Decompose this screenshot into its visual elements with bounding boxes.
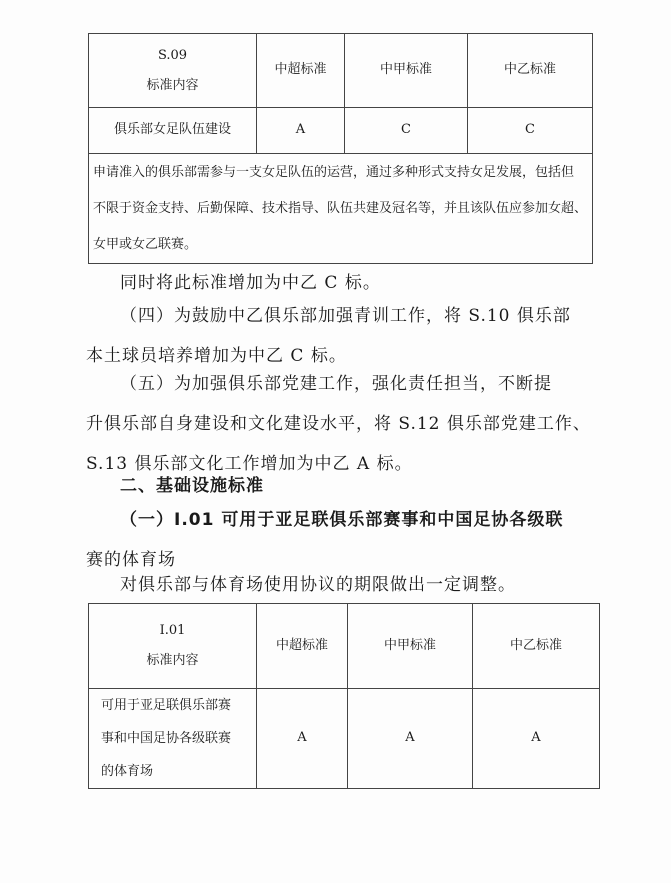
value-super-league: A — [257, 108, 345, 154]
value-league-two: A — [473, 689, 600, 789]
row-label-line: 可用于亚足联俱乐部赛 — [101, 698, 232, 713]
paragraph: 同时将此标准增加为中乙 C 标。 — [120, 273, 381, 293]
table-row — [89, 689, 600, 789]
header-cell-code — [89, 34, 257, 108]
paragraph-line: （五）为加强俱乐部党建工作，强化责任担当，不断提 — [120, 374, 552, 394]
value-league-one: A — [348, 689, 473, 789]
note-line: 不限于资金支持、后勤保障、技术指导、队伍共建及冠名等，并且该队伍应参加女超、 — [93, 200, 588, 216]
table-row — [89, 108, 593, 154]
value-league-two: C — [468, 108, 593, 154]
row-label: 俱乐部女足队伍建设 — [89, 108, 257, 154]
table-header-row — [89, 34, 593, 108]
header-super-league: 中超标准 — [257, 604, 348, 689]
row-label-line: 的体育场 — [101, 764, 154, 779]
standards-table-i01 — [88, 603, 600, 789]
content-label: 标准内容 — [146, 77, 199, 93]
standards-table-s09 — [88, 33, 593, 264]
header-league-one: 中甲标准 — [348, 604, 473, 689]
table-header-row — [89, 604, 600, 689]
paragraph-line: 升俱乐部自身建设和文化建设水平，将 S.12 俱乐部党建工作、 — [86, 414, 591, 434]
row-label-line: 事和中国足协各级联赛 — [101, 731, 232, 746]
table-note — [89, 154, 593, 264]
section-heading: 二、基础设施标准 — [120, 476, 264, 496]
standard-code: S.09 — [157, 47, 188, 63]
content-label: 标准内容 — [146, 653, 199, 668]
paragraph-line: 本土球员培养增加为中乙 C 标。 — [86, 346, 347, 366]
row-label — [89, 689, 257, 789]
value-super-league: A — [257, 689, 348, 789]
header-league-one: 中甲标准 — [345, 34, 468, 108]
header-cell-code — [89, 604, 257, 689]
header-super-league: 中超标准 — [257, 34, 345, 108]
header-league-two: 中乙标准 — [473, 604, 600, 689]
note-line: 申请准入的俱乐部需参与一支女足队伍的运营，通过多种形式支持女足发展，包括但 — [93, 164, 575, 180]
paragraph: 对俱乐部与体育场使用协议的期限做出一定调整。 — [120, 575, 516, 595]
note-line: 女甲或女乙联赛。 — [93, 236, 198, 252]
standard-code: I.01 — [159, 623, 186, 638]
subsection-line: 赛的体育场 — [86, 550, 176, 570]
table-note-row — [89, 154, 593, 264]
paragraph-line: S.13 俱乐部文化工作增加为中乙 A 标。 — [86, 454, 413, 474]
paragraph-line: （四）为鼓励中乙俱乐部加强青训工作，将 S.10 俱乐部 — [120, 306, 571, 326]
value-league-one: C — [345, 108, 468, 154]
header-league-two: 中乙标准 — [468, 34, 593, 108]
subsection-line: （一）I.01 可用于亚足联俱乐部赛事和中国足协各级联 — [120, 510, 564, 530]
